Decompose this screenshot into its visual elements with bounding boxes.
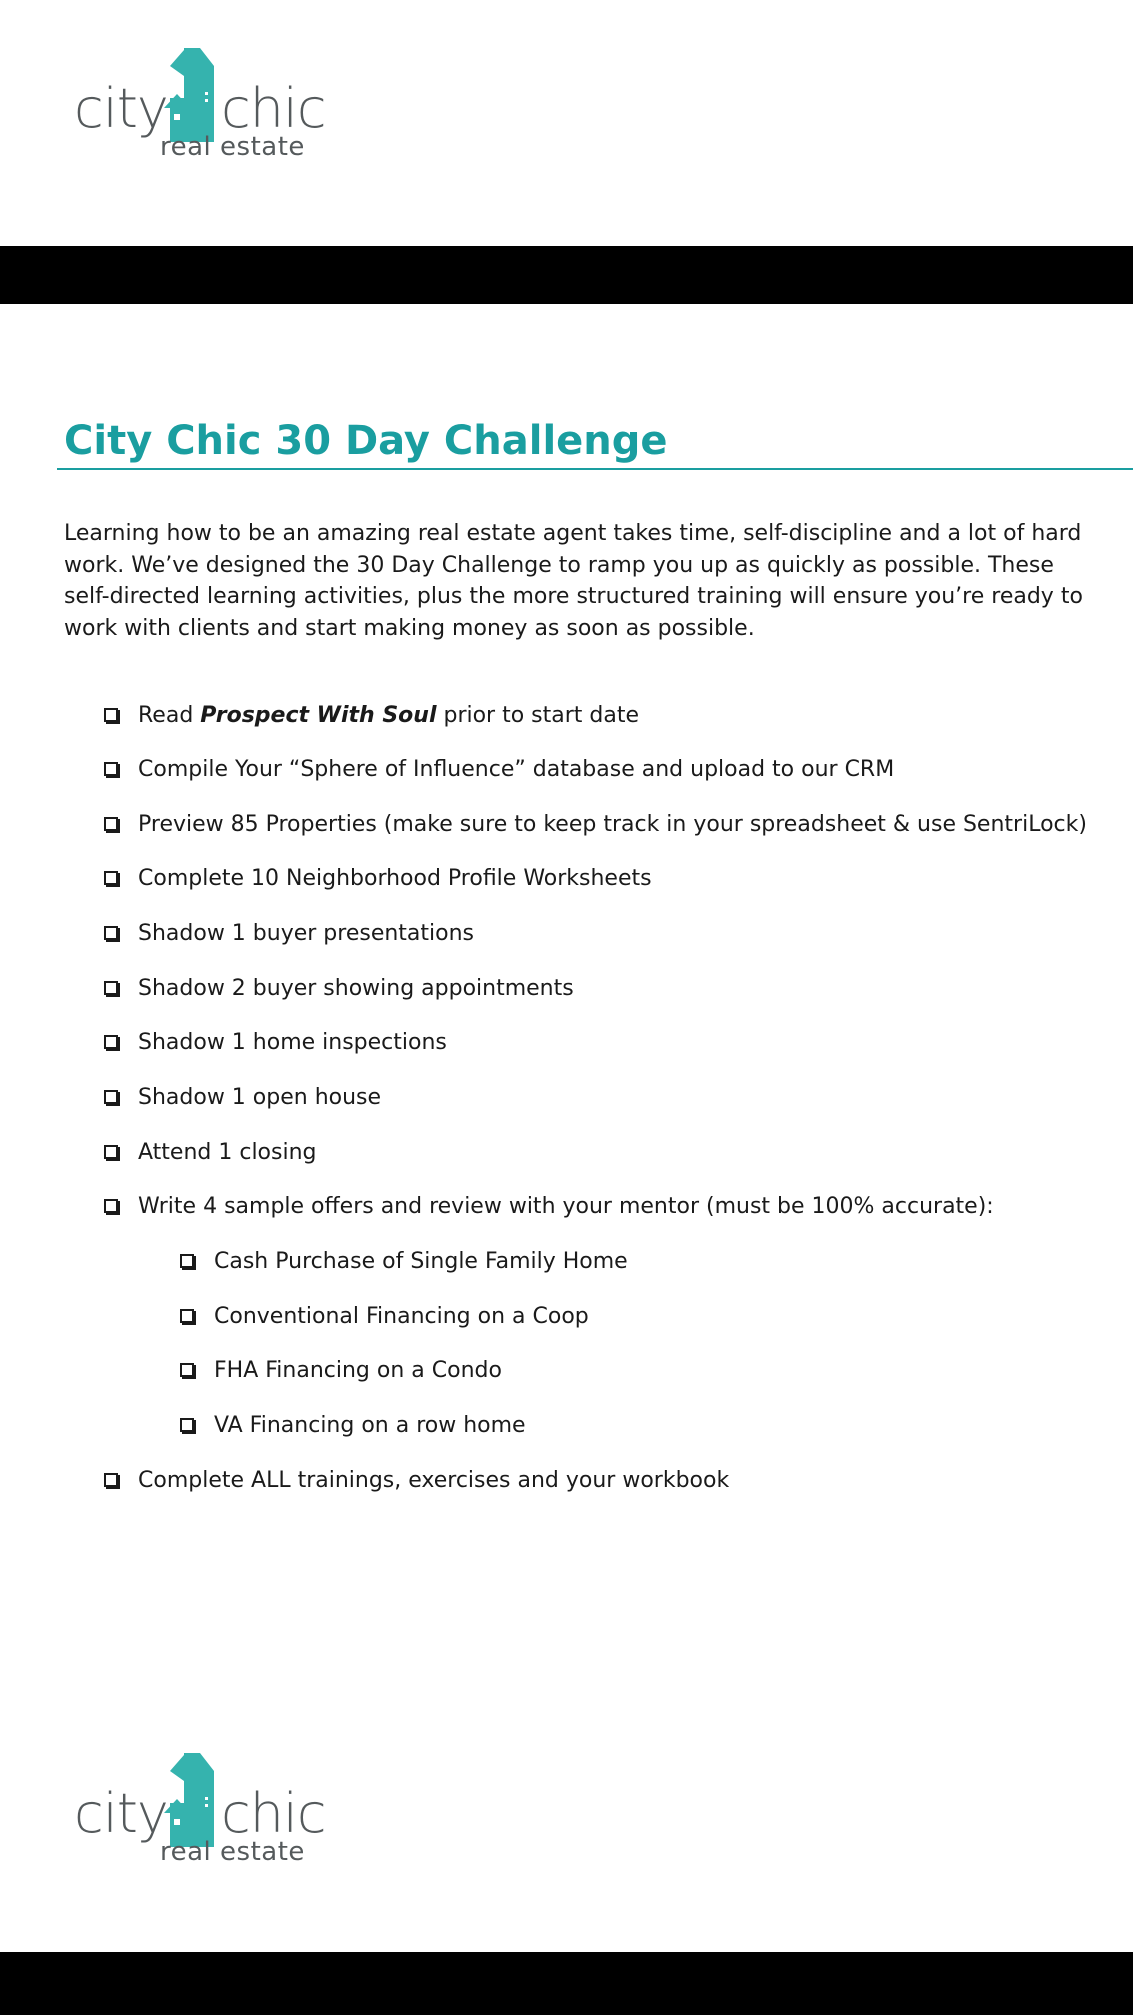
checklist-item: [104, 1464, 729, 1496]
checklist-item: [104, 1136, 317, 1168]
intro-paragraph: Learning how to be an amazing real estate agent takes time, self-discipline and a lot of hard work. We’ve designed the 30 Day Challenge to ramp you up as quickly as possible. These self-directed learning activities, plus the more structured training will ensure you’re ready to work with clients and start making money as soon as possible.: [64, 521, 1083, 641]
item-text-post: prior to start date: [436, 702, 640, 728]
checklist-item: [104, 1081, 381, 1113]
header-bar: [0, 246, 1133, 304]
logo-word-chic: chic: [221, 77, 326, 140]
checklist-subitem: [180, 1409, 526, 1441]
checklist-item-text: Write 4 sample offers and review with your mentor (must be 100% accurate):: [138, 1193, 994, 1219]
checklist-item: [104, 1026, 447, 1058]
checkbox-icon[interactable]: [180, 1363, 194, 1377]
checklist-subitem-text: VA Financing on a row home: [214, 1412, 526, 1438]
checklist-subitem-text: Conventional Financing on a Coop: [214, 1303, 589, 1329]
logo-subtitle: real estate: [160, 1837, 305, 1867]
checklist-item: [104, 699, 639, 731]
logo-word-chic: chic: [221, 1782, 326, 1845]
checklist-item-text: Preview 85 Properties (make sure to keep track in your spreadsheet & use SentriLock): [138, 811, 1087, 837]
checklist-item-text: Shadow 1 buyer presentations: [138, 920, 475, 946]
checklist-item-text: Complete 10 Neighborhood Profile Worksheets: [138, 865, 652, 891]
checklist-item-text: Attend 1 closing: [138, 1139, 317, 1165]
checkbox-icon[interactable]: [104, 762, 118, 776]
item-text-pre: Read: [138, 702, 201, 728]
checkbox-icon[interactable]: [104, 817, 118, 831]
page-title: City Chic 30 Day Challenge: [64, 418, 668, 464]
checklist-item-text: Shadow 1 open house: [138, 1084, 382, 1110]
checklist-item-text: Complete ALL trainings, exercises and your workbook: [138, 1467, 730, 1493]
checklist-item: [104, 808, 1087, 840]
checkbox-icon[interactable]: [180, 1309, 194, 1323]
checklist-item: [104, 917, 474, 949]
checklist-item: [104, 862, 652, 894]
checkbox-icon[interactable]: [104, 708, 118, 722]
title-underline: [57, 468, 1133, 470]
checklist-item-text: Shadow 1 home inspections: [138, 1029, 447, 1055]
checkbox-icon[interactable]: [104, 981, 118, 995]
checklist-subitem: [180, 1354, 502, 1386]
checkbox-icon[interactable]: [180, 1254, 194, 1268]
logo-word-city: city: [74, 77, 168, 140]
logo-subtitle: real estate: [160, 132, 305, 162]
book-title: Prospect With Soul: [200, 702, 437, 728]
footer-bar: [0, 1952, 1133, 2015]
checklist-item-text: Shadow 2 buyer showing appointments: [138, 975, 574, 1001]
checklist-subitem-text: Cash Purchase of Single Family Home: [214, 1248, 628, 1274]
checkbox-icon[interactable]: [104, 1473, 118, 1487]
checkbox-icon[interactable]: [104, 1145, 118, 1159]
checkbox-icon[interactable]: [104, 1199, 118, 1213]
checkbox-icon[interactable]: [104, 871, 118, 885]
company-logo-bottom: [66, 1741, 326, 1871]
checkbox-icon[interactable]: [180, 1418, 194, 1432]
checklist-item: [104, 972, 574, 1004]
checklist-subitem: [180, 1300, 589, 1332]
checklist-item-text: Compile Your “Sphere of Influence” database and upload to our CRM: [138, 756, 895, 782]
checkbox-icon[interactable]: [104, 926, 118, 940]
checklist-subitem-text: FHA Financing on a Condo: [214, 1357, 502, 1383]
checklist-item-text: [138, 703, 639, 728]
checkbox-icon[interactable]: [104, 1035, 118, 1049]
checklist-item: [104, 753, 894, 785]
checkbox-icon[interactable]: [104, 1090, 118, 1104]
checklist-subitem: [180, 1245, 628, 1277]
checklist-item: [104, 1190, 994, 1222]
company-logo-top: [66, 36, 326, 166]
logo-word-city: city: [74, 1782, 168, 1845]
